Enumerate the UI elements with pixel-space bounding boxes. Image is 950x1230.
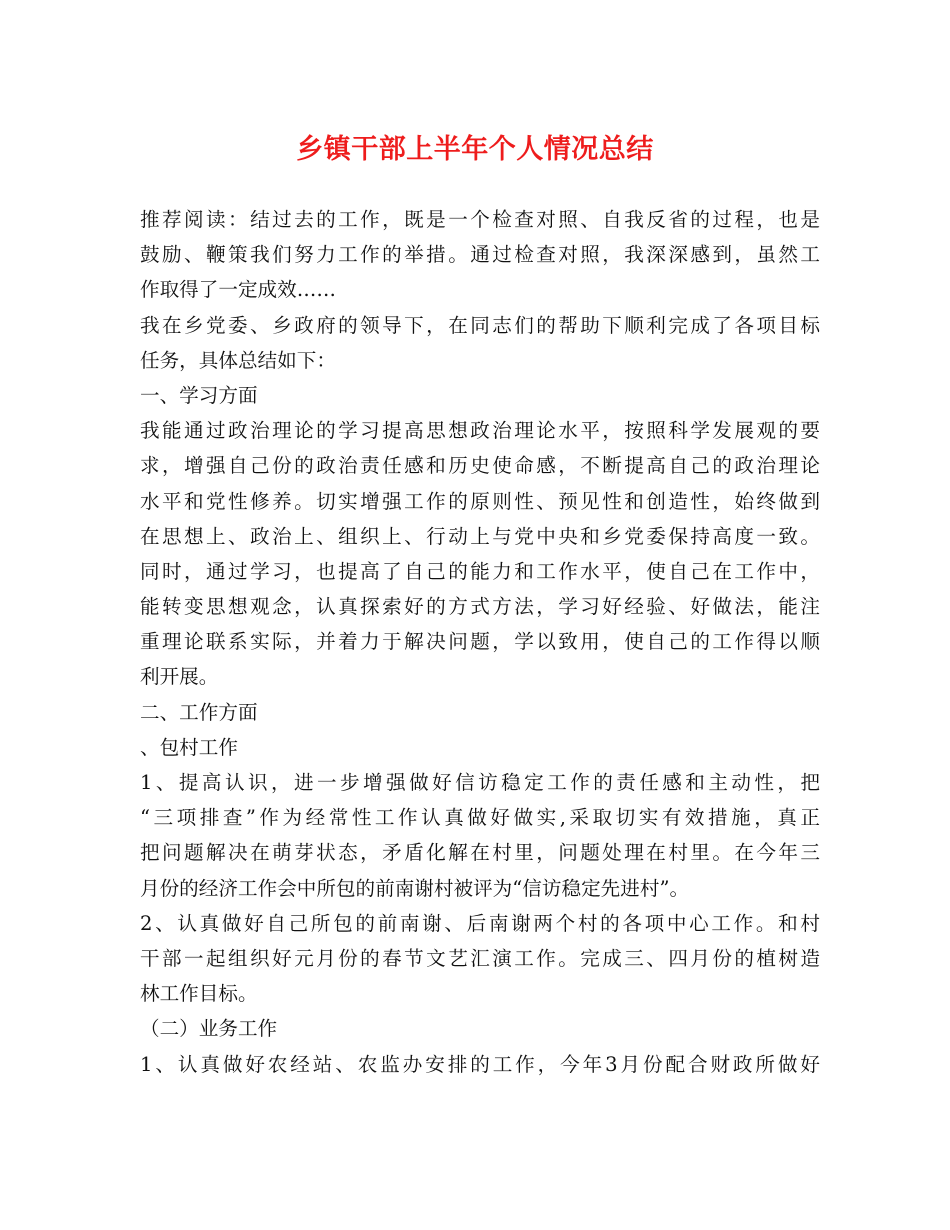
paragraph-line: 能转变思想观念，认真探索好的方式方法，学习好经验、好做法，能注 [140,595,820,619]
document-body [140,202,820,1082]
paragraph-line: 林工作目标。 [140,982,258,1006]
paragraph-line: 任务，具体总结如下： [140,348,336,372]
paragraph-line: 干部一起组织好元月份的春节文艺汇演工作。完成三、四月份的植树造 [140,946,820,970]
section-heading: 二、工作方面 [140,700,258,724]
paragraph-line: 把问题解决在萌芽状态，矛盾化解在村里，问题处理在村里。在今年三 [140,841,820,865]
paragraph-line: 2、认真做好自己所包的前南谢、后南谢两个村的各项中心工作。和村 [140,911,820,935]
paragraph-line: 月份的经济工作会中所包的前南谢村被评为“信访稳定先进村”。 [140,876,690,900]
paragraph-line: 水平和党性修养。切实增强工作的原则性、预见性和创造性，始终做到 [140,489,820,513]
subsection-heading: （二）业务工作 [140,1017,278,1041]
paragraph-line: 推荐阅读：结过去的工作，既是一个检查对照、自我反省的过程，也是 [140,208,820,231]
paragraph-line: “三项排查”作为经常性工作认真做好做实,采取切实有效措施，真正 [140,806,820,830]
paragraph-line: 利开展。 [140,665,219,689]
paragraph-line: 重理论联系实际，并着力于解决问题，学以致用，使自己的工作得以顺 [140,630,820,654]
paragraph-line: 1、提高认识，进一步增强做好信访稳定工作的责任感和主动性，把 [140,771,820,794]
paragraph-line: 求，增强自己份的政治责任感和历史使命感，不断提高自己的政治理论 [140,454,820,478]
paragraph-line: 在思想上、政治上、组织上、行动上与党中央和乡党委保持高度一致。 [140,524,820,548]
document-title: 乡镇干部上半年个人情况总结 [296,134,654,165]
paragraph-line: 1、认真做好农经站、农监办安排的工作，今年3月份配合财政所做好 [140,1052,820,1076]
subsection-heading: 、包村工作 [140,735,238,759]
paragraph-line: 我在乡党委、乡政府的领导下，在同志们的帮助下顺利完成了各项目标 [140,313,820,337]
paragraph-line: 鼓励、鞭策我们努力工作的举措。通过检查对照，我深深感到，虽然工 [140,243,820,267]
paragraph-line: 作取得了一定成效…… [140,278,336,302]
section-heading: 一、学习方面 [140,383,258,407]
paragraph-line: 同时，通过学习，也提高了自己的能力和工作水平，使自己在工作中， [140,559,820,583]
paragraph-line: 我能通过政治理论的学习提高思想政治理论水平，按照科学发展观的要 [140,419,820,443]
